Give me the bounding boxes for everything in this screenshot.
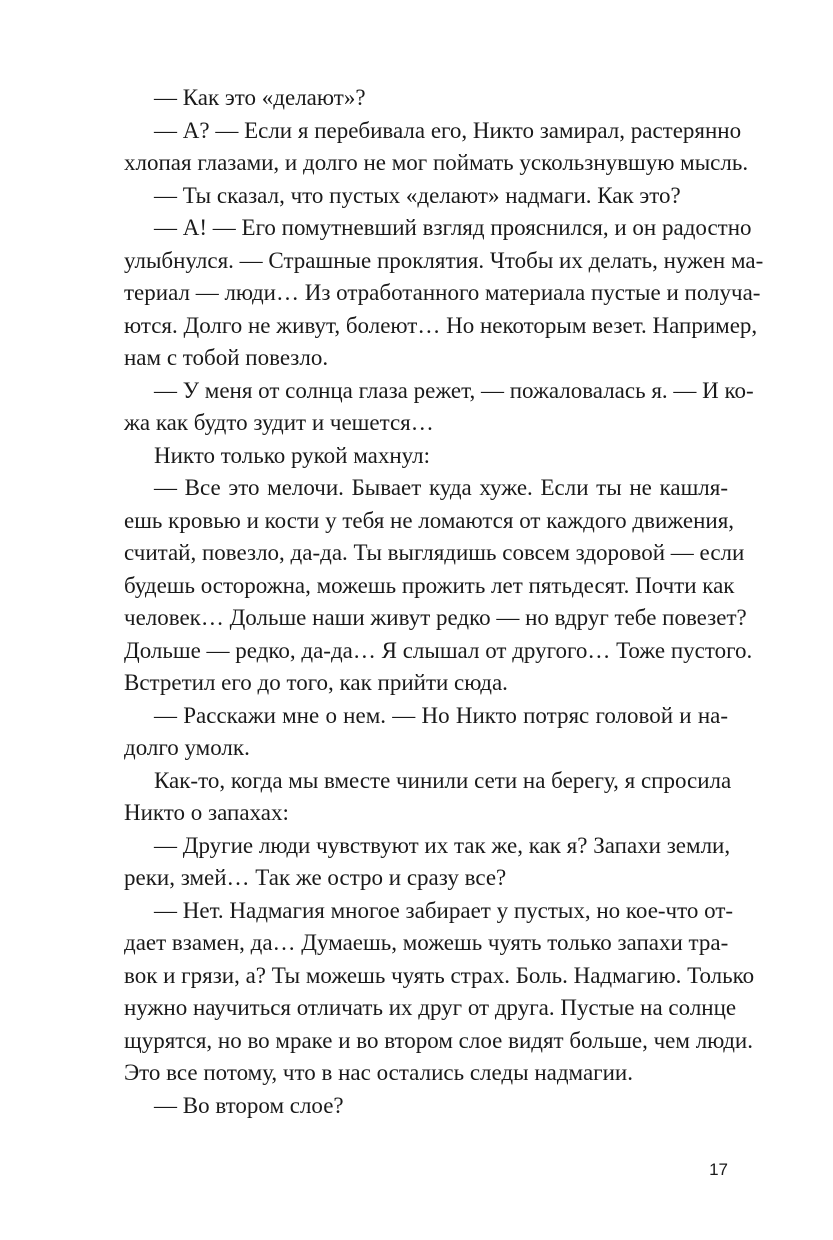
page-number: 17 <box>709 1160 728 1179</box>
text-line: териал — люди… Из отработанного материала пустые и получа- <box>124 280 761 305</box>
text-line: ешь кровью и кости у тебя не ломаются от каждого движения, <box>124 507 735 533</box>
text-line: долго умолк. <box>124 735 250 760</box>
text-line: Как-то, когда мы вместе чинили сети на берегу, я спросила <box>154 767 732 793</box>
text-line: — У меня от солнца глаза режет, — пожаловалась я. — И ко- <box>154 377 754 403</box>
text-line: ются. Долго не живут, болеют… Но некоторым везет. Например, <box>124 312 758 338</box>
text-line: нужно научиться отличать их друг от друга. Пустые на солнце <box>124 995 737 1020</box>
text-line: считай, повезло, да-да. Ты выглядишь совсем здоровой — если <box>124 540 745 565</box>
text-line: жа как будто зудит и чешется… <box>124 410 434 435</box>
text-line: улыбнулся. — Страшные проклятия. Чтобы их делать, нужен ма- <box>124 247 764 273</box>
text-line: Дольше — редко, да-да… Я слышал от другого… Тоже пустого. <box>124 637 753 663</box>
text-line: вок и грязи, а? Ты можешь чуять страх. Боль. Надмагию. Только <box>124 962 755 988</box>
text-line: — Расскажи мне о нем. — Но Никто потряс головой и на- <box>154 702 728 728</box>
text-line: — Нет. Надмагия многое забирает у пустых, но кое-что от- <box>154 897 734 923</box>
text-line: Встретил его до того, как прийти сюда. <box>124 670 508 695</box>
body-text <box>124 82 764 1122</box>
text-line: — А? — Если я перебивала его, Никто замирал, растерянно <box>154 117 742 143</box>
text-line: хлопая глазами, и долго не мог поймать ускользнувшую мысль. <box>124 150 749 175</box>
text-line: щурятся, но во мраке и во втором слое видят больше, чем люди. <box>124 1027 753 1053</box>
text-line: — Ты сказал, что пустых «делают» надмаги. Как это? <box>154 182 681 208</box>
text-line: — Все это мелочи. Бывает куда хуже. Если ты не кашля- <box>154 475 728 500</box>
text-line: дает взамен, да… Думаешь, можешь чуять только запахи тра- <box>124 930 729 955</box>
text-line: — Другие люди чувствуют их так же, как я? Запахи земли, <box>154 832 731 858</box>
text-line: реки, змей… Так же остро и сразу все? <box>124 865 507 890</box>
text-line: — Как это «делают»? <box>154 85 366 110</box>
text-line: Никто о запахах: <box>124 800 289 825</box>
text-line: Никто только рукой махнул: <box>154 442 430 468</box>
text-line: Это все потому, что в нас остались следы надмагии. <box>124 1060 633 1085</box>
text-line: нам с тобой повезло. <box>124 345 329 370</box>
text-line: — Во втором слое? <box>154 1092 344 1118</box>
text-line: будешь осторожна, можешь прожить лет пятьдесят. Почти как <box>124 572 735 598</box>
text-line: человек… Дольше наши живут редко — но вдруг тебе повезет? <box>124 605 747 630</box>
text-line: — А! — Его помутневший взгляд прояснился, и он радостно <box>154 215 752 240</box>
